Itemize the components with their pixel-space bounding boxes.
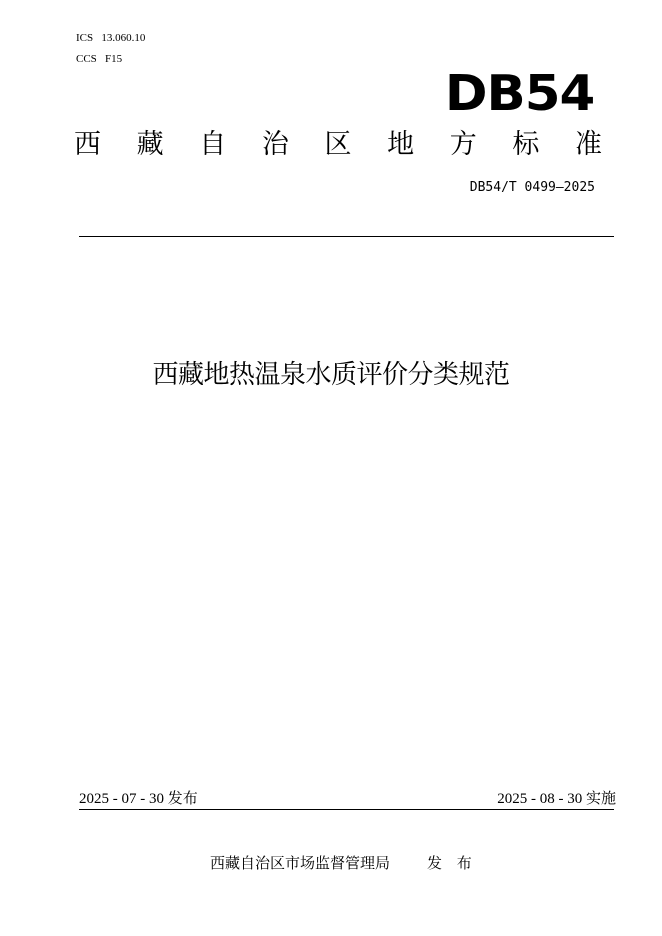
standard-type-char: 治 [261, 129, 289, 160]
standard-type-char: 地 [387, 129, 415, 160]
top-divider [79, 236, 614, 237]
issue-date: 2025 - 07 - 30 发布 [79, 791, 198, 807]
standard-type-heading [74, 128, 602, 162]
publisher-name: 西藏自治区市场监督管理局 [210, 854, 391, 872]
document-title: 西藏地热温泉水质评价分类规范 [152, 360, 510, 390]
implementation-date: 2025 - 08 - 30 实施 [497, 791, 616, 807]
ccs-code: CCS F15 [76, 53, 123, 65]
bottom-divider [79, 809, 614, 810]
standard-type-char: 西 [74, 129, 101, 160]
ics-code: ICS 13.060.10 [76, 32, 146, 44]
db54-logo: DB54 [444, 65, 594, 122]
standard-type-char: 藏 [136, 129, 164, 160]
standard-number: DB54/T 0499—2025 [469, 180, 595, 195]
standard-type-char: 标 [512, 129, 540, 160]
standard-type-char: 准 [575, 129, 602, 160]
publish-label: 发 布 [427, 854, 472, 872]
standard-type-char: 自 [199, 129, 227, 160]
standard-type-char: 区 [324, 129, 352, 160]
standard-type-char: 方 [449, 129, 477, 160]
